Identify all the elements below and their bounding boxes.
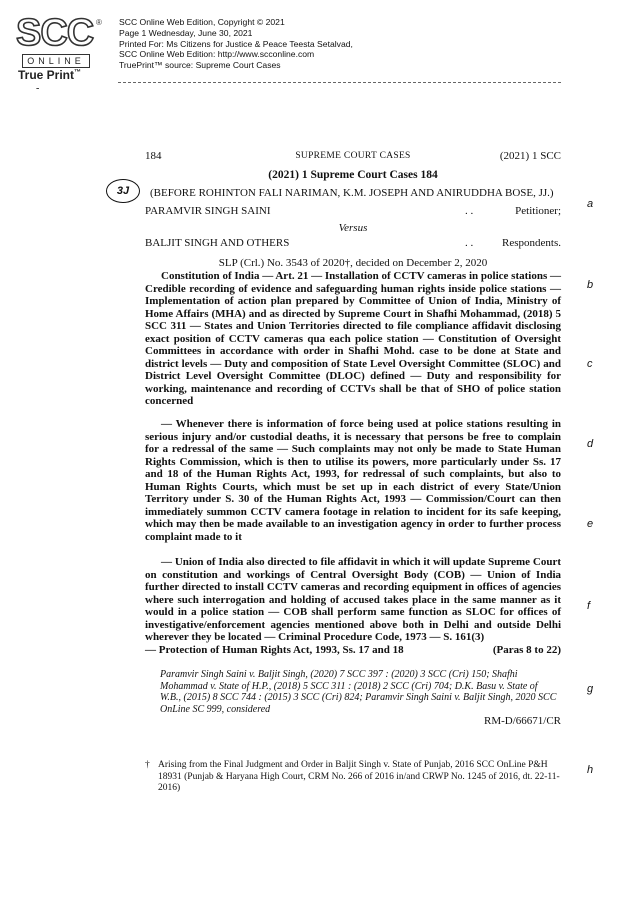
header-line-source: TruePrint™ source: Supreme Court Cases [119,60,281,71]
footnote-symbol: † [145,760,150,770]
headnote-paragraph-1 [145,270,561,408]
respondent-role: Respondents. [502,237,561,249]
logo-scc-text: SCC [16,12,94,54]
header-line-page: Page 1 Wednesday, June 30, 2021 [119,27,253,38]
margin-letter-e: e [587,518,594,530]
headnote-paras: (Paras 8 to 22) [492,643,561,656]
logo-trueprint-label: True Print [18,68,75,82]
margin-letter-g: g [587,683,594,695]
case-citation: (2021) 1 Supreme Court Cases 184 [268,169,438,181]
petitioner-role: Petitioner; [515,205,561,217]
scc-online-logo [10,14,100,84]
margin-letter-a: a [587,198,594,210]
margin-letter-c: c [587,358,593,370]
header-line-web-edition: SCC Online Web Edition: http://www.scconline.com [119,49,315,60]
respondent-dots: . . [465,237,474,249]
headnote-last-text: — Protection of Human Rights Act, 1993, Ss. 17 and 18 [145,643,404,656]
bench-composition: (BEFORE ROHINTON FALI NARIMAN, K.M. JOSEPH AND ANIRUDDHA BOSE, JJ.) [150,187,554,199]
margin-letter-f: f [587,600,591,612]
headnote-text-2: — Whenever there is information of force being used at police stations resulting in serious injury and/or custodial deaths, it is necessary that persons be free to complain for a redressal of the same — Such complaints may not only be made to State Human Rights Commission, which is then to utilise its powers, more particularly under Ss. 17 and 18 of the Human Rights Act, 1993, for redressal of such complaints, but also to Human Rights Courts, which must be set up in each district of every State/Union Territory under S. 30 of the Human Rights Act, 1993 — Commission/Court can then immediately summon CCTV camera footage in relation to incident for its safe keeping, which may then be made available to an investigation agency in order to further process complaint made to it [145,418,561,543]
cases-considered: Paramvir Singh Saini v. Baljit Singh, (2020) 7 SCC 397 : (2020) 3 SCC (Cri) 150; Shafhi Mohammad v. State of H.P., (2018) 5 SCC 311 : (2018) 2 SCC (Cri) 704; D.K. Basu v. State of W.B., (2015) 8 SCC 744 : (2015) 3 SCC (Cri) 824; Paramvir Singh Saini v. Baljit Singh, 2020 SCC OnLine SC 999, considered [160,669,557,715]
logo-trademark: ™ [74,69,82,76]
headnote-text-1: Constitution of India — Art. 21 — Installation of CCTV cameras in police stations — Credible recording of evidence and safeguarding human rights inside police stations — Implementation of action plan prepared by Committee of Union of India, Ministry of Home Affairs (MHA) and as directed by Supreme Court in Shafhi Mohammad, (2018) 5 SCC 311 — States and Union Territories directed to file compliance affidavit disclosing exact position of CCTV cameras qua each police station — Constitution of Oversight Committees in accordance with order in Shafhi Mohd. case to be done at State and district levels — Duty and composition of State Level Oversight Committee (SLOC) and District Level Oversight Committee (DLOC) defined — Duty and responsibility for working, maintenance and recording of CCTVs shall be that of SHO of police station concerned [145,270,561,407]
logo-trueprint-text [18,68,81,82]
bench-strength-badge: 3J [106,179,140,203]
logo-registered-mark: ® [96,18,102,27]
page-number: 184 [145,150,162,162]
logo-online-text: ONLINE [22,54,90,68]
slp-number: SLP (Crl.) No. 3543 of 2020†, decided on December 2, 2020 [218,257,488,269]
headnote-text-3: — Union of India also directed to file affidavit in which it will update Supreme Court on constitution and workings of Central Oversight Body (COB) — Union of India further directed to install CCTV cameras and recording equipment in offices of agencies where such interrogation and holding of accused takes place in the same manner as it would in a police station — COB shall perform same function as SLOC for offices of investigative/enforcement agencies mentioned above both in Delhi and outside Delhi wherever they be located — Criminal Procedure Code, 1973 — S. 161(3) [145,556,561,643]
running-citation: (2021) 1 SCC [499,150,561,162]
rm-number: RM-D/66671/CR [483,715,561,727]
header-divider [118,82,561,83]
headnote-last-line [145,644,561,657]
petitioner-name: PARAMVIR SINGH SAINI [145,205,271,217]
petitioner-dots: . . [465,205,474,217]
margin-letter-h: h [587,764,594,776]
stray-mark: - [36,83,40,94]
header-line-printed-for: Printed For: Ms Citizens for Justice & Peace Teesta Setalvad, [119,38,353,49]
print-header [119,17,353,71]
footnote-text: Arising from the Final Judgment and Order in Baljit Singh v. State of Punjab, 2016 SCC OnLine P&H 18931 (Punjab & Haryana High Court, CRM No. 266 of 2016 in/and CRWP No. 1245 of 2016, dt. 22-11-2016) [158,760,560,793]
respondent-name: BALJIT SINGH AND OTHERS [145,237,290,249]
header-line-copyright: SCC Online Web Edition, Copyright © 2021 [119,17,285,27]
headnote-paragraph-2 [145,418,561,543]
headnote-paragraph-3 [145,556,561,656]
margin-letter-d: d [587,438,594,450]
reporter-title: SUPREME COURT CASES [295,151,411,161]
margin-letter-b: b [587,279,594,291]
versus-label: Versus [338,222,368,234]
